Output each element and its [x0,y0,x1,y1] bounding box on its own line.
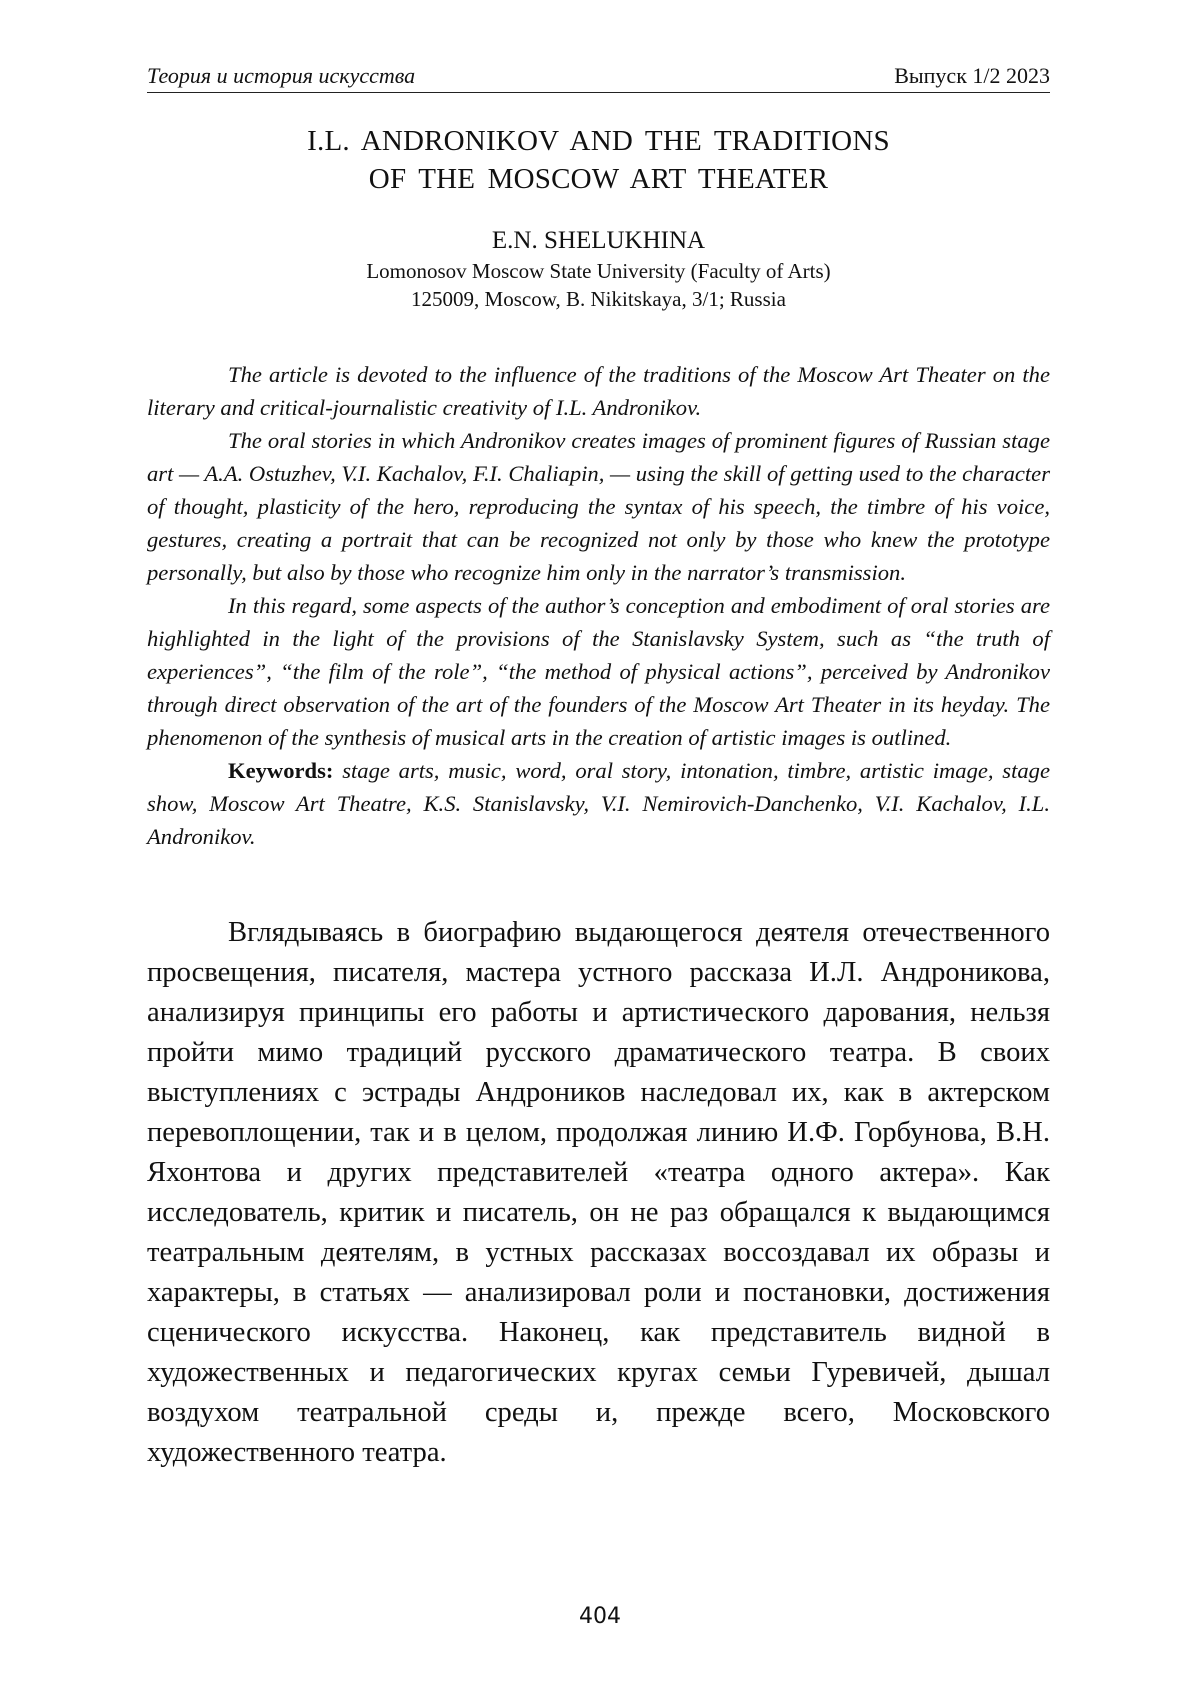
issue-number: Выпуск 1/2 2023 [894,62,1050,90]
author-block [147,225,1050,313]
keywords-label: Keywords: [228,758,333,783]
article-title-line-1: I.L. ANDRONIKOV AND THE TRADITIONS [147,122,1050,160]
page [147,62,1050,1473]
keywords-list: stage arts, music, word, oral story, intonation, timbre, artistic image, stage show, Moscow Art Theatre, K.S. Stanislavsky, V.I. Nemirovich-Danchenko, V.I. Kachalov, I.L. Andronikov. [147,758,1050,849]
author-name: E.N. SHELUKHINA [147,225,1050,257]
journal-title: Теория и история искусства [147,62,415,90]
abstract-paragraph-3: In this regard, some aspects of the author’s conception and embodiment of oral stories are highlighted in the light of the provisions of the Stanislavsky System, such as “the truth of experiences”, “the film of the role”, “the method of physical actions”, perceived by Andronikov through direct observation of the art of the founders of the Moscow Art Theater in its heyday. The phenomenon of the synthesis of musical arts in the creation of artistic images is outlined. [147,589,1050,754]
page-number: 404 [0,1603,1200,1631]
body-text [147,913,1050,1473]
affiliation-line-2: 125009, Moscow, B. Nikitskaya, 3/1; Russia [147,285,1050,313]
article-title [147,122,1050,198]
affiliation-line-1: Lomonosov Moscow State University (Faculty of Arts) [147,257,1050,285]
abstract-paragraph-2: The oral stories in which Andronikov creates images of prominent figures of Russian stage art — A.A. Ostuzhev, V.I. Kachalov, F.I. Chaliapin, — using the skill of getting used to the character of thought, plasticity of the hero, reproducing the syntax of his speech, the timbre of his voice, gestures, creating a portrait that can be recognized not only by those who knew the prototype personally, but also by those who recognize him only in the narrator’s transmission. [147,424,1050,589]
article-title-line-2: OF THE MOSCOW ART THEATER [147,160,1050,198]
abstract [147,358,1050,853]
body-paragraph-1: Вглядываясь в биографию выдающегося деятеля отечественного просвещения, писателя, мастера устного рассказа И.Л. Андроникова, анализируя принципы его работы и артистического дарования, нельзя пройти мимо традиций русского драматического театра. В своих выступлениях с эстрады Андроников наследовал их, как в актерском перевоплощении, так и в целом, продолжая линию И.Ф. Горбунова, В.Н. Яхонтова и других представителей «театра одного актера». Как исследователь, критик и писатель, он не раз обращался к выдающимся театральным деятелям, в устных рассказах воссоздавал их образы и характеры, в статьях — анализировал роли и постановки, достижения сценического искусства. Наконец, как представитель видной в художественных и педагогических кругах семьи Гуревичей, дышал воздухом театральной среды и, прежде всего, Московского художественного театра. [147,913,1050,1473]
running-head [147,62,1050,93]
keywords [147,754,1050,853]
abstract-paragraph-1: The article is devoted to the influence of the traditions of the Moscow Art Theater on the literary and critical-journalistic creativity of I.L. Andronikov. [147,358,1050,424]
